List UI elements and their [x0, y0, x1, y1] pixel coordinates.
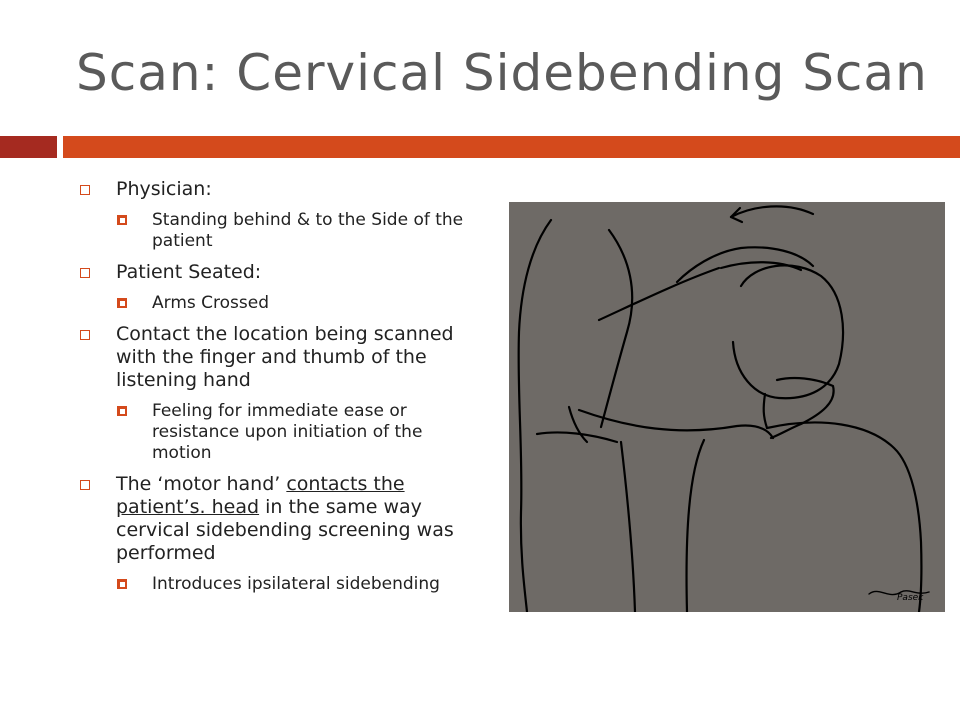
sub-bullet-standing-behind: [76, 210, 476, 252]
physician-forearm: [579, 410, 773, 438]
physician-front-outline: [601, 230, 632, 427]
physician-lower-outline: [621, 442, 635, 612]
bullet-text: Introduces ipsilateral sidebending: [152, 574, 440, 594]
hollow-square-bullet-icon: [80, 480, 90, 490]
bullet-text: Physician:: [116, 178, 212, 200]
patient-neck: [764, 394, 767, 428]
illustration-figure: [509, 202, 945, 612]
patient-left-outline: [687, 440, 704, 612]
square-bullet-icon: [117, 579, 127, 589]
bullet-text: Patient Seated:: [116, 261, 262, 283]
square-bullet-icon: [117, 298, 127, 308]
bullet-text-start: The ‘motor hand’: [116, 473, 287, 495]
physician-back-outline: [519, 220, 551, 612]
hollow-square-bullet-icon: [80, 330, 90, 340]
square-bullet-icon: [117, 215, 127, 225]
underlined-text-patients-head: patient’s. head: [116, 496, 260, 518]
hollow-square-bullet-icon: [80, 268, 90, 278]
patient-shoulder-outline: [767, 422, 921, 612]
title-accent-bar-dark: [0, 136, 57, 158]
bullet-text: Contact the location being scanned with the finger and thumb of the listening hand: [116, 323, 454, 391]
bullet-text-end: in the same way cervical sidebending screening was performed: [116, 496, 454, 564]
slide-title: Scan: Cervical Sidebending Scan: [76, 44, 928, 102]
bullet-physician: [76, 178, 476, 201]
artist-signature: Pasek: [897, 593, 924, 603]
sidebending-illustration: [509, 202, 945, 612]
physician-waist-line: [537, 432, 617, 442]
title-accent-bar: [63, 136, 960, 158]
bullet-motor-hand: [76, 473, 476, 565]
bullet-list: [76, 178, 476, 604]
physician-raised-arm: [599, 268, 719, 320]
sub-bullet-feeling: [76, 401, 476, 464]
rotation-arrow-icon: [731, 206, 813, 217]
sub-bullet-arms-crossed: [76, 293, 476, 314]
bullet-text: Arms Crossed: [152, 293, 269, 313]
bullet-contact-location: [76, 323, 476, 392]
bullet-patient-seated: [76, 261, 476, 284]
bullet-text: Standing behind & to the Side of the patient: [152, 210, 464, 251]
square-bullet-icon: [117, 406, 127, 416]
sub-bullet-ipsilateral: [76, 574, 476, 595]
bullet-text: Feeling for immediate ease or resistance upon initiation of the motion: [152, 401, 423, 463]
hollow-square-bullet-icon: [80, 185, 90, 195]
underlined-text-contacts: contacts the: [286, 473, 405, 495]
